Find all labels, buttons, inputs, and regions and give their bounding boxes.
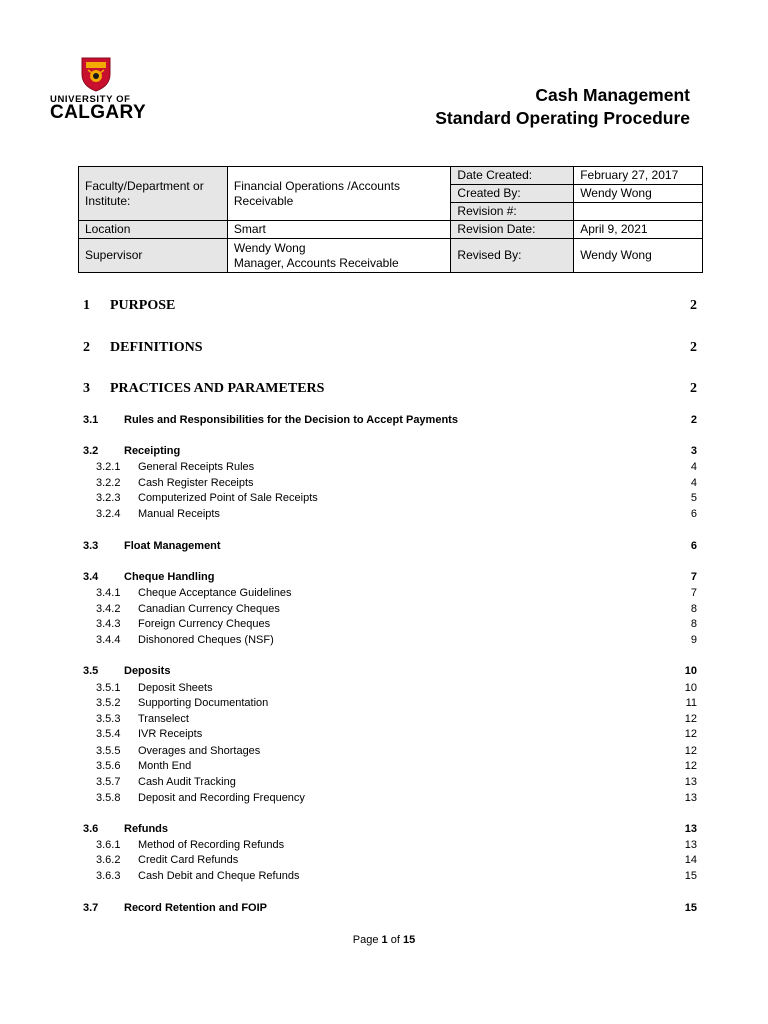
toc-page: 4 xyxy=(690,477,697,489)
toc-title: Overages and Shortages xyxy=(138,745,261,757)
toc-number: 3 xyxy=(83,381,90,396)
toc-number: 3.6.3 xyxy=(96,870,121,882)
faculty-value: Financial Operations /Accounts Receivable xyxy=(227,167,451,221)
toc-number: 3.5.1 xyxy=(96,682,121,694)
created-by-value: Wendy Wong xyxy=(574,185,703,203)
toc-page: 3 xyxy=(690,445,697,457)
revised-by-value: Wendy Wong xyxy=(574,239,703,273)
toc-title: Transelect xyxy=(138,713,189,725)
toc-number: 3.6.1 xyxy=(96,839,121,851)
document-info-table xyxy=(78,166,703,273)
toc-page: 12 xyxy=(684,713,697,725)
toc-number: 3.6.2 xyxy=(96,854,121,866)
toc-title: Deposits xyxy=(124,665,171,677)
toc-number: 3.2.4 xyxy=(96,508,121,520)
toc-number: 3.4 xyxy=(83,571,99,583)
toc-page: 2 xyxy=(690,340,697,355)
toc-title: Month End xyxy=(138,760,192,772)
toc-number: 3.6 xyxy=(83,823,99,835)
toc-title: Cash Debit and Cheque Refunds xyxy=(138,870,300,882)
toc-title: Dishonored Cheques (NSF) xyxy=(138,634,274,646)
toc-title: Manual Receipts xyxy=(138,508,220,520)
toc-page: 8 xyxy=(690,603,697,615)
page-footer xyxy=(0,934,768,946)
toc-page: 12 xyxy=(684,745,697,757)
toc-page: 4 xyxy=(690,461,697,473)
toc-page: 10 xyxy=(684,665,697,677)
toc-page: 13 xyxy=(684,823,697,835)
toc-title: Foreign Currency Cheques xyxy=(138,618,271,630)
toc-number: 3.4.3 xyxy=(96,618,121,630)
toc-title: Refunds xyxy=(124,823,168,835)
toc-page: 2 xyxy=(690,414,697,426)
toc-title: Credit Card Refunds xyxy=(138,854,239,866)
toc-number: 3.5 xyxy=(83,665,99,677)
toc-page: 13 xyxy=(684,776,697,788)
toc-title: Receipting xyxy=(124,445,181,457)
toc-page: 7 xyxy=(690,571,697,583)
toc-page: 12 xyxy=(684,728,697,740)
toc-page: 13 xyxy=(684,839,697,851)
toc-title: Float Management xyxy=(124,540,221,552)
toc-page: 14 xyxy=(684,854,697,866)
toc-title: Cash Audit Tracking xyxy=(138,776,236,788)
page-total: 15 xyxy=(402,934,416,946)
toc-title: Method of Recording Refunds xyxy=(138,839,285,851)
logo-line2: CALGARY xyxy=(50,102,147,123)
page-current: 1 xyxy=(381,934,388,946)
toc-page: 15 xyxy=(684,870,697,882)
toc-title: Computerized Point of Sale Receipts xyxy=(138,492,318,504)
toc-page: 11 xyxy=(685,697,697,709)
toc-title: DEFINITIONS xyxy=(110,340,203,355)
toc-title: General Receipts Rules xyxy=(138,461,255,473)
page-word: Page xyxy=(352,934,379,946)
toc-page: 2 xyxy=(690,298,697,313)
toc-page: 10 xyxy=(684,682,697,694)
toc-title: PRACTICES AND PARAMETERS xyxy=(110,381,325,396)
toc-title: Rules and Responsibilities for the Decision to Accept Payments xyxy=(124,414,458,426)
toc-title: IVR Receipts xyxy=(138,728,203,740)
toc-number: 3.5.6 xyxy=(96,760,121,772)
toc-title: Cheque Acceptance Guidelines xyxy=(138,587,292,599)
toc-page: 8 xyxy=(690,618,697,630)
toc-number: 3.1 xyxy=(83,414,99,426)
of-word: of xyxy=(390,934,400,946)
toc-number: 3.3 xyxy=(83,540,99,552)
toc-number: 1 xyxy=(83,298,90,313)
toc-number: 3.5.4 xyxy=(96,728,121,740)
toc-page: 2 xyxy=(690,381,697,396)
location-label: Location xyxy=(79,221,228,239)
toc-page: 9 xyxy=(690,634,697,646)
revision-date-value: April 9, 2021 xyxy=(574,221,703,239)
toc-number: 2 xyxy=(83,340,90,355)
title-line1: Cash Management xyxy=(535,85,690,105)
toc-number: 3.5.3 xyxy=(96,713,121,725)
supervisor-name: Wendy Wong xyxy=(233,240,306,255)
revision-value xyxy=(574,203,703,221)
toc-title: Deposit Sheets xyxy=(138,682,213,694)
revision-label: Revision #: xyxy=(451,203,574,221)
toc-title: Cash Register Receipts xyxy=(138,477,254,489)
revised-by-label: Revised By: xyxy=(451,239,574,273)
supervisor-label: Supervisor xyxy=(79,239,228,273)
supervisor-title: Manager, Accounts Receivable xyxy=(233,255,399,270)
title-line2: Standard Operating Procedure xyxy=(435,108,690,128)
location-value: Smart xyxy=(227,221,451,239)
revision-date-label: Revision Date: xyxy=(451,221,574,239)
date-created-label: Date Created: xyxy=(451,167,574,185)
toc-number: 3.2.3 xyxy=(96,492,121,504)
logo-line1: UNIVERSITY OF xyxy=(50,94,131,105)
toc-title: Canadian Currency Cheques xyxy=(138,603,280,615)
toc-number: 3.2.1 xyxy=(96,461,121,473)
toc-number: 3.4.4 xyxy=(96,634,121,646)
created-by-label: Created By: xyxy=(451,185,574,203)
toc-title: Record Retention and FOIP xyxy=(124,902,268,914)
toc-number: 3.7 xyxy=(83,902,99,914)
toc-page: 7 xyxy=(690,587,697,599)
toc-page: 13 xyxy=(684,792,697,804)
toc-page: 12 xyxy=(684,760,697,772)
toc-page: 6 xyxy=(690,508,697,520)
toc-number: 3.4.1 xyxy=(96,587,121,599)
crest-icon xyxy=(80,56,112,92)
toc-page: 6 xyxy=(690,540,697,552)
toc-title: PURPOSE xyxy=(110,298,176,313)
supervisor-value xyxy=(227,239,451,273)
toc-title: Supporting Documentation xyxy=(138,697,269,709)
date-created-value: February 27, 2017 xyxy=(574,167,703,185)
toc-number: 3.5.8 xyxy=(96,792,121,804)
toc-number: 3.2.2 xyxy=(96,477,121,489)
toc-title: Cheque Handling xyxy=(124,571,215,583)
toc-number: 3.5.2 xyxy=(96,697,121,709)
toc-number: 3.2 xyxy=(83,445,99,457)
toc-title: Deposit and Recording Frequency xyxy=(138,792,305,804)
toc-page: 15 xyxy=(684,902,697,914)
toc-number: 3.5.7 xyxy=(96,776,121,788)
toc-number: 3.5.5 xyxy=(96,745,121,757)
faculty-label: Faculty/Department or Institute: xyxy=(79,167,228,221)
toc-page: 5 xyxy=(690,492,697,504)
toc-number: 3.4.2 xyxy=(96,603,121,615)
document-title xyxy=(435,84,690,130)
